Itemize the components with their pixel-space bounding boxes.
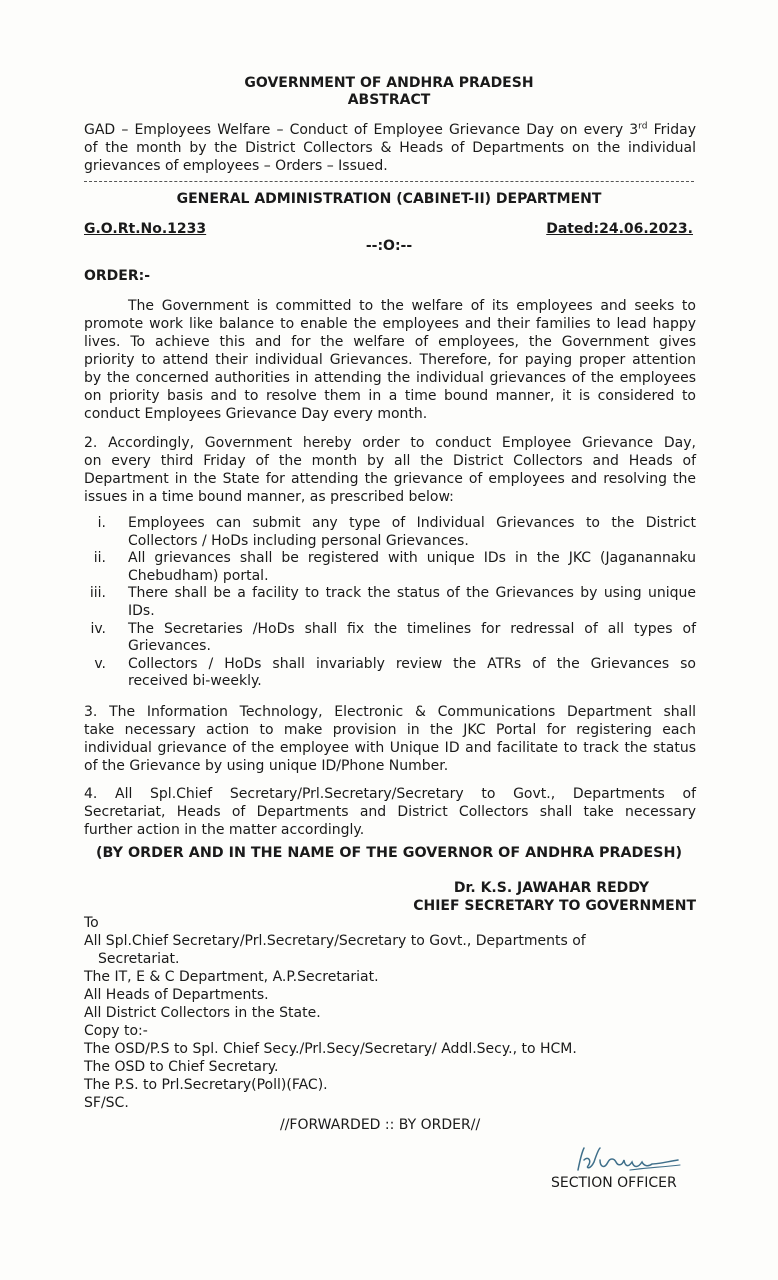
recipient-line: The IT, E & C Department, A.P.Secretariat.: [84, 969, 379, 985]
p3-line: take necessary action to make provision in the JKC Portal for registering each: [84, 722, 696, 738]
p1-line: promote work like balance to enable the employees and their families to lead happy: [84, 316, 696, 332]
signatory-name: Dr. K.S. JAWAHAR REDDY: [453, 880, 649, 896]
recipient-line: All District Collectors in the State.: [84, 1005, 321, 1021]
subject-line-2: of the month by the District Collectors & Heads of Departments on the individual: [84, 140, 696, 156]
government-title: GOVERNMENT OF ANDHRA PRADESH: [244, 75, 534, 91]
recipient-line: The P.S. to Prl.Secretary(Poll)(FAC).: [84, 1077, 328, 1093]
recipient-line: Secretariat.: [98, 951, 180, 967]
list-item-line: Collectors / HoDs including personal Grievances.: [128, 532, 469, 549]
paragraph-1: [84, 297, 696, 423]
list-item-line: Chebudham) portal.: [128, 567, 269, 584]
p1-line: The Government is committed to the welfare of its employees and seeks to: [128, 298, 696, 314]
p1-line: by the concerned authorities in attending the individual grievances of the employees: [84, 370, 696, 386]
list-item-line: The Secretaries /HoDs shall fix the timelines for redressal of all types of: [128, 620, 696, 637]
p1-line: lives. To achieve this and for the welfare of employees, the Government gives: [84, 334, 696, 350]
list-item-line: IDs.: [128, 602, 155, 619]
p4-line: 4. All Spl.Chief Secretary/Prl.Secretary/Secretary to Govt., Departments of: [84, 786, 696, 802]
by-order-line: (BY ORDER AND IN THE NAME OF THE GOVERNOR OF ANDHRA PRADESH): [96, 845, 682, 861]
forwarded-line: //FORWARDED :: BY ORDER//: [280, 1117, 481, 1133]
grievance-provisions-list: [84, 515, 696, 691]
p3-line: individual grievance of the employee with Unique ID and facilitate to track the status: [84, 740, 696, 756]
department-title: GENERAL ADMINISTRATION (CABINET-II) DEPARTMENT: [176, 191, 602, 207]
list-item-number: ii.: [93, 550, 106, 567]
separator: --:O:--: [365, 238, 413, 254]
p1-line: conduct Employees Grievance Day every month.: [84, 406, 428, 422]
list-item-line: Collectors / HoDs shall invariably review the ATRs of the Grievances so: [128, 655, 696, 672]
dashed-divider: [84, 181, 694, 182]
list-item-line: received bi-weekly.: [128, 673, 262, 690]
signatory-title: CHIEF SECRETARY TO GOVERNMENT: [413, 898, 696, 914]
order-date: Dated:24.06.2023.: [546, 221, 693, 237]
list-item-line: Grievances.: [128, 638, 211, 655]
recipient-line: The OSD to Chief Secretary.: [84, 1059, 279, 1075]
abstract-title: ABSTRACT: [347, 92, 431, 108]
list-item-number: i.: [97, 515, 106, 531]
order-label: ORDER:-: [84, 268, 151, 284]
p2-line: on every third Friday of the month by all the District Collectors and Heads of: [84, 453, 696, 469]
p4-line: Secretariat, Heads of Departments and District Collectors shall take necessary: [84, 804, 696, 820]
go-number: G.O.Rt.No.1233: [84, 221, 207, 237]
recipient-line: SF/SC.: [84, 1095, 129, 1111]
section-officer-label: SECTION OFFICER: [551, 1175, 677, 1191]
list-item-line: Employees can submit any type of Individual Grievances to the District: [128, 515, 696, 531]
recipient-line: All Heads of Departments.: [84, 987, 269, 1003]
recipient-line: All Spl.Chief Secretary/Prl.Secretary/Secretary to Govt., Departments of: [84, 933, 586, 949]
p1-line: priority to attend their individual Grievances. Therefore, for paying proper attention: [84, 352, 696, 368]
p4-line: further action in the matter accordingly.: [84, 822, 365, 838]
recipients-list: [84, 932, 704, 1112]
recipient-line: Copy to:-: [84, 1023, 148, 1039]
list-item-number: iii.: [89, 585, 106, 602]
subject: [84, 121, 696, 175]
paragraph-2: [84, 434, 696, 506]
subject-line-1: GAD – Employees Welfare – Conduct of Employee Grievance Day on every 3rd Friday: [84, 121, 696, 138]
list-item-line: There shall be a facility to track the status of the Grievances by using unique: [128, 585, 696, 602]
p2-line: Department in the State for attending the grievance of employees and resolving the: [84, 471, 696, 487]
paragraph-4: [84, 785, 696, 839]
paragraph-3: [84, 703, 696, 775]
p1-line: on priority basis and to resolve them in a time bound manner, it is considered to: [84, 388, 696, 404]
list-item-number: v.: [94, 655, 106, 672]
list-item: [84, 585, 696, 620]
list-item: [84, 515, 696, 550]
recipient-line: The OSD/P.S to Spl. Chief Secy./Prl.Secy/Secretary/ Addl.Secy., to HCM.: [84, 1041, 577, 1057]
list-item-line: All grievances shall be registered with unique IDs in the JKC (Jaganannaku: [128, 550, 696, 567]
to-label: To: [84, 915, 99, 931]
p2-line: issues in a time bound manner, as prescribed below:: [84, 489, 454, 505]
list-item: [84, 621, 696, 656]
p2-line: 2. Accordingly, Government hereby order to conduct Employee Grievance Day,: [84, 435, 696, 451]
subject-line-3: grievances of employees – Orders – Issued.: [84, 158, 388, 174]
p3-line: 3. The Information Technology, Electronic & Communications Department shall: [84, 704, 696, 720]
signature-icon: [570, 1140, 690, 1178]
p3-line: of the Grievance by using unique ID/Phone Number.: [84, 758, 449, 774]
list-item: [84, 656, 696, 691]
list-item: [84, 550, 696, 585]
list-item-number: iv.: [90, 620, 106, 637]
